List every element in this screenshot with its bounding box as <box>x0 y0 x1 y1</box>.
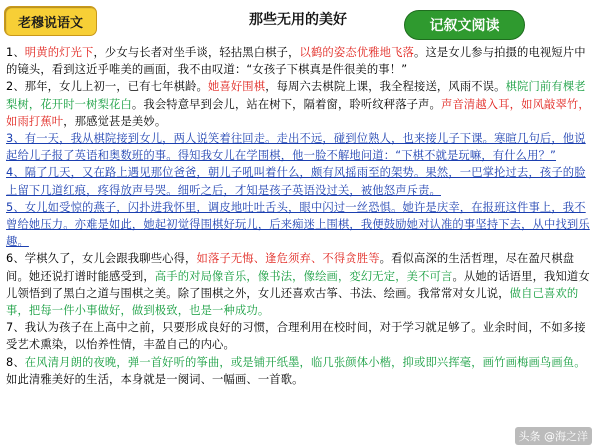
text-segment: 7、我认为孩子在上高中之前，只要形成良好的习惯，合理利用在校时间，对于学习就足够了。业余时间，不如多接受艺术熏染，以怡养性情，丰盈自己的内心。 <box>6 321 586 352</box>
text-segment: 。看似高深的生活哲理，尽在盈尺棋盘间。她还说打谱时能感受到， <box>6 252 575 283</box>
paragraph-7 <box>6 319 594 353</box>
text-segment: 6、学棋久了，女儿会跟我聊些心得， <box>6 252 197 266</box>
paragraph-3 <box>6 130 594 164</box>
watermark: 头条 @海之洋 <box>515 427 593 445</box>
text-segment: 明黄的灯光下 <box>24 46 94 59</box>
text-segment: 在风清月朗的夜晚，弹一首好听的筝曲，或是铺开纸墨，临几张颜体小楷，抑或即兴挥毫，画竹画梅画鸟画鱼。 <box>24 355 586 369</box>
text-segment: 做自己喜欢的事，把每一件小事做好，做到极致，也是一种成功。 <box>6 286 579 318</box>
text-segment: 她喜好围棋 <box>207 80 266 94</box>
text-segment: 5、女儿如受惊的燕子，闪扑进我怀里，调皮地吐吐舌头，眼中闪过一丝恐惧。她许是庆幸，在报班这件事上，我不曾给她压力。亦难是如此，她起初觉得围棋好玩儿，后来痴迷上围棋，我便鼓励她对认准的事坚持下去，从中找到乐趣。 <box>6 200 590 249</box>
paragraph-8 <box>6 354 594 388</box>
text-segment: 声音清越入耳，如风敲翠竹，如雨打蕉叶 <box>6 97 590 128</box>
text-segment: 。从她的话语里，我知道女儿领悟到了黑白之道与围棋之美。除了围棋之外，女儿还喜欢古筝、书法、绘画。我常常对女儿说， <box>6 269 590 300</box>
paragraph-6 <box>6 250 594 319</box>
genre-badge[interactable]: 记叙文阅读 <box>404 10 525 40</box>
article-body <box>6 44 594 388</box>
article-title: 那些无用的美好 <box>249 12 347 28</box>
text-segment: 以鹤的姿态优雅地飞落 <box>299 46 415 59</box>
text-segment: 8、 <box>6 355 25 369</box>
text-segment: 如落子无悔、逢危须弃、不得贪胜等 <box>196 252 380 266</box>
text-segment: 3、有一天，我从棋院接到女儿，两人说笑着往回走。走出不远，碰到位熟人，也来接儿子下课。寒暄几句后，他说起给儿子报了英语和奥数班的事。得知我女儿在学围棋，他一脸不解地问道：“下棋不就是玩嘛，有什么用？” <box>6 132 586 163</box>
text-segment: 棋院门前有棵老梨树，花开时一树梨花白 <box>6 80 586 111</box>
author-badge: 老穆说语文 <box>4 6 97 36</box>
text-segment: 高手的对局像音乐，像书法，像绘画，変幻无定，美不可言 <box>154 269 453 283</box>
text-segment: 2、那年，女儿上初一，已有七年棋龄。 <box>6 80 208 94</box>
text-segment: ，少女与长者对坐手谈，轻拈黑白棋子， <box>93 46 300 59</box>
text-segment: 。这是女儿参与拍摄的电视短片中的镜头，看到这近乎唯美的画面，我不由叹道：“女孩子下棋真是件很美的事！” <box>6 46 586 77</box>
paragraph-4 <box>6 164 594 198</box>
text-segment: 如此清雅美好的生活，本身就是一阕词、一幅画、一首歌。 <box>6 372 304 386</box>
paragraph-1 <box>6 44 594 78</box>
paragraph-5 <box>6 199 594 251</box>
text-segment: 1、 <box>6 46 25 59</box>
text-segment: 4、隔了几天，又在路上遇见那位爸爸，朝儿子吼叫着什么，颇有风摇雨至的架势。果然，一巴掌抡过去，孩子的脸上留下几道红痕，疼得放声号哭。细听之后，才知是孩子英语没过关，被他怒声斥责。 <box>6 166 586 197</box>
paragraph-2 <box>6 78 594 130</box>
text-segment: ，那感觉甚是美妙。 <box>63 114 167 128</box>
text-segment: ，每周六去棋院上课，我全程接送，风雨不误。 <box>265 80 506 94</box>
text-segment: 。我会特意早到会儿，站在树下，隔着窗，聆听纹秤落子声。 <box>131 97 441 111</box>
